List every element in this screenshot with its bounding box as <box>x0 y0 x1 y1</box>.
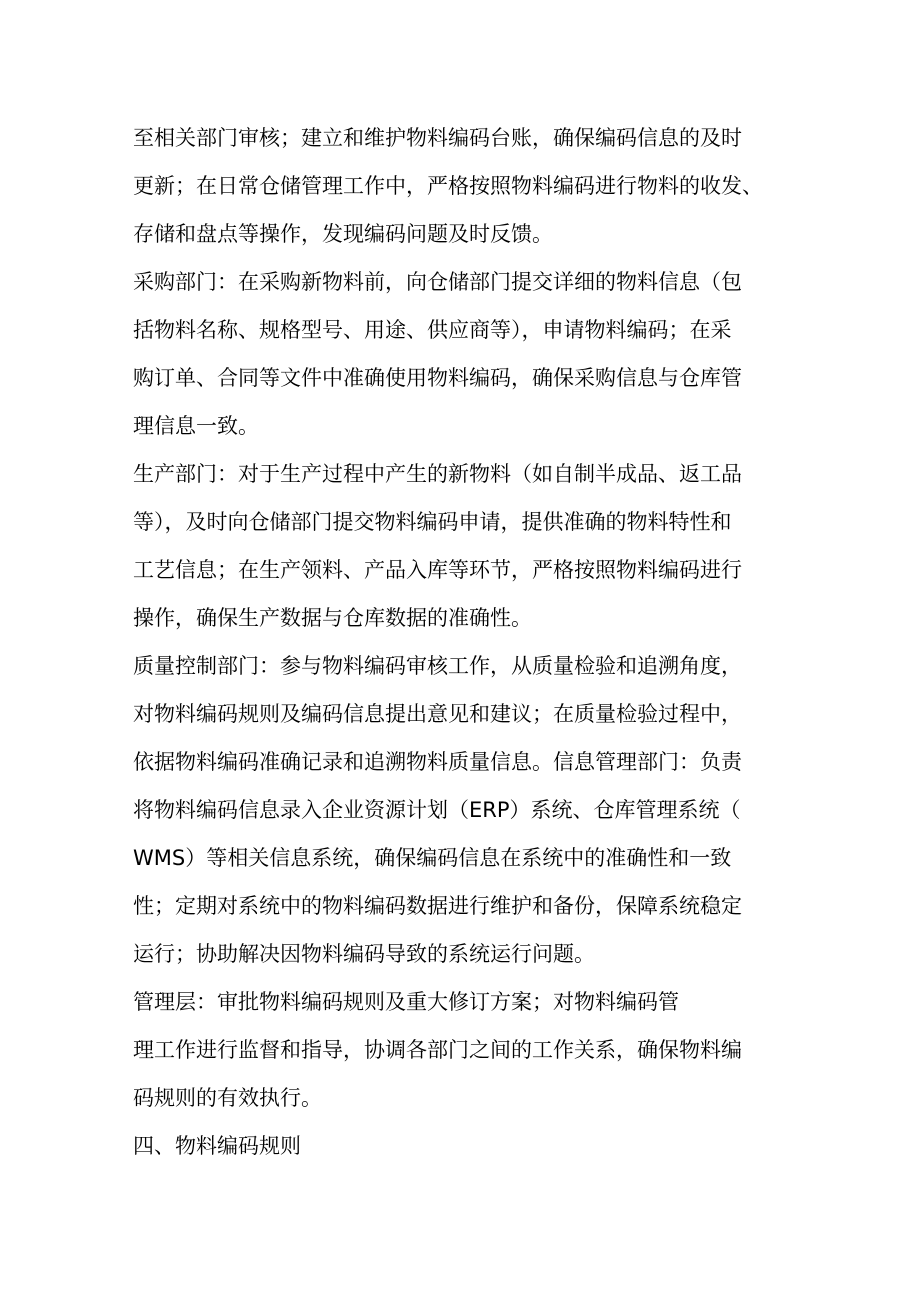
text-line-3: 存储和盘点等操作，发现编码问题及时反馈。 <box>133 222 553 246</box>
text-line-5: 括物料名称、规格型号、用途、供应商等），申请物料编码；在采 <box>133 318 732 342</box>
text-line-14: 依据物料编码准确记录和追溯物料质量信息。信息管理部门：负责 <box>133 750 742 774</box>
text-line-19: 管理层：审批物料编码规则及重大修订方案；对物料编码管 <box>133 990 679 1014</box>
text-line-15: 将物料编码信息录入企业资源计划（ERP）系统、仓库管理系统（ <box>133 798 741 822</box>
text-line-6: 购订单、合同等文件中准确使用物料编码，确保采购信息与仓库管 <box>133 366 742 390</box>
text-line-10: 工艺信息；在生产领料、产品入库等环节，严格按照物料编码进行 <box>133 558 742 582</box>
text-line-2: 更新；在日常仓储管理工作中，严格按照物料编码进行物料的收发、 <box>133 174 763 198</box>
text-line-20: 理工作进行监督和指导，协调各部门之间的工作关系，确保物料编 <box>133 1038 742 1062</box>
section-heading: 四、物料编码规则 <box>133 1134 301 1158</box>
text-line-21: 码规则的有效执行。 <box>133 1086 322 1110</box>
text-line-17: 性；定期对系统中的物料编码数据进行维护和备份，保障系统稳定 <box>133 894 742 918</box>
text-line-16: WMS）等相关信息系统，确保编码信息在系统中的准确性和一致 <box>133 846 732 870</box>
text-line-13: 对物料编码规则及编码信息提出意见和建议；在质量检验过程中， <box>133 702 742 726</box>
text-line-9: 等），及时向仓储部门提交物料编码申请，提供准确的物料特性和 <box>133 510 732 534</box>
text-line-7: 理信息一致。 <box>133 414 259 438</box>
text-line-4: 采购部门：在采购新物料前，向仓储部门提交详细的物料信息（包 <box>133 270 742 294</box>
text-line-12: 质量控制部门：参与物料编码审核工作，从质量检验和追溯角度， <box>133 654 742 678</box>
text-line-11: 操作，确保生产数据与仓库数据的准确性。 <box>133 606 532 630</box>
text-line-18: 运行；协助解决因物料编码导致的系统运行问题。 <box>133 942 595 966</box>
text-line-1: 至相关部门审核；建立和维护物料编码台账，确保编码信息的及时 <box>133 126 742 150</box>
text-line-8: 生产部门：对于生产过程中产生的新物料（如自制半成品、返工品 <box>133 462 742 486</box>
